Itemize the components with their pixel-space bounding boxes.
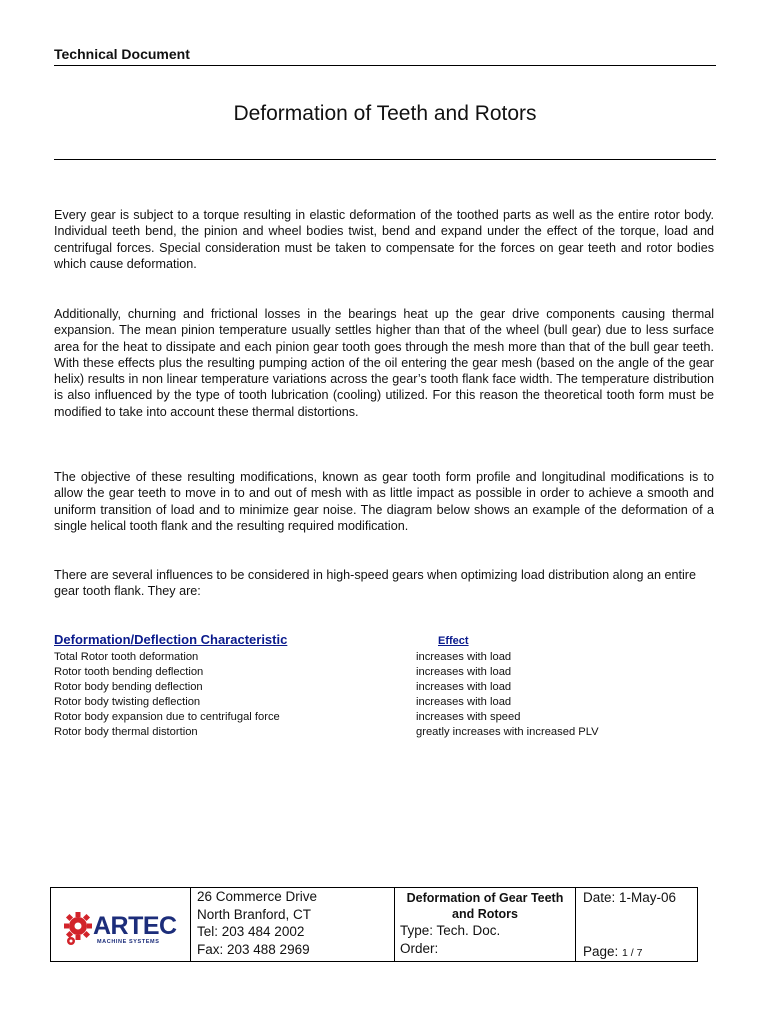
effect-cell: greatly increases with increased PLV: [416, 726, 599, 738]
table-row: [54, 725, 674, 740]
doc-order: Order:: [400, 941, 439, 956]
title-divider: [54, 159, 716, 160]
characteristic-cell: Rotor tooth bending deflection: [54, 666, 204, 678]
effect-cell: increases with load: [416, 666, 512, 678]
effect-column-header: Effect: [438, 635, 469, 647]
phone-number: Tel: 203 484 2002: [197, 924, 305, 939]
logo-subtitle: MACHINE SYSTEMS: [97, 939, 160, 945]
characteristic-cell: Total Rotor tooth deformation: [54, 651, 199, 663]
paragraph-modifications-objective: The objective of these resulting modifications, known as gear tooth form profile and longitudinal modifications is to allow the gear teeth to move in to and out of mesh with as little impact as possible in order to achieve a smooth and uniform transition of load and to minimize gear noise. The diagram below shows an example of the deformation of a single helical tooth flank and the resulting required modification.: [54, 470, 714, 533]
paragraph-influences-intro: There are several influences to be considered in high-speed gears when optimizing load distribution along an entire gear tooth flank. They are:: [54, 568, 696, 599]
date-page-cell: [576, 888, 698, 962]
paragraph-deformation-intro: Every gear is subject to a torque resulting in elastic deformation of the toothed parts as well as the entire rotor body. Individual teeth bend, the pinion and wheel bodies twist, bend and expand under the effect of the torque, load and centrifugal forces. Special consideration must be taken to compensate for the forces on gear teeth and rotor bodies which cause deformation.: [54, 208, 714, 271]
fax-number: Fax: 203 488 2969: [197, 941, 310, 957]
document-type-label: Technical Document: [54, 46, 190, 62]
table-row: [54, 695, 674, 710]
influences-table: [54, 650, 674, 740]
footer-doc-title: Deformation of Gear Teeth and Rotors: [406, 891, 564, 921]
characteristic-column-header: Deformation/Deflection Characteristic: [54, 632, 288, 647]
page-indicator: [583, 944, 642, 959]
logo-wordmark: ARTEC: [93, 912, 177, 940]
page-title: Deformation of Teeth and Rotors: [233, 102, 537, 125]
effect-cell: increases with speed: [416, 711, 521, 723]
document-info-cell: [395, 888, 576, 962]
gear-logo-icon: [63, 908, 97, 948]
table-row: [54, 650, 674, 665]
page-number: 1 / 7: [622, 947, 643, 959]
table-row: [54, 680, 674, 695]
table-row: [54, 665, 674, 680]
characteristic-cell: Rotor body twisting deflection: [54, 696, 201, 708]
company-logo: [63, 906, 178, 950]
doc-type: Type: Tech. Doc.: [400, 923, 501, 938]
address-cell: [191, 888, 395, 962]
header-divider: [54, 65, 716, 66]
characteristic-cell: Rotor body bending deflection: [54, 681, 203, 693]
address-street: 26 Commerce Drive: [197, 889, 318, 904]
characteristic-cell: Rotor body thermal distortion: [54, 726, 198, 738]
effect-cell: increases with load: [416, 681, 512, 693]
table-row: [54, 710, 674, 725]
effect-cell: increases with load: [416, 651, 512, 663]
footer-info-table: [50, 887, 698, 962]
doc-date: Date: 1-May-06: [583, 890, 677, 905]
effect-cell: increases with load: [416, 696, 512, 708]
address-city: North Branford, CT: [197, 906, 312, 922]
page-label: Page:: [583, 944, 623, 959]
characteristic-cell: Rotor body expansion due to centrifugal force: [54, 711, 280, 723]
paragraph-thermal-expansion: Additionally, churning and frictional losses in the bearings heat up the gear drive components causing thermal expansion. The mean pinion temperature usually settles higher than that of the wheel (bull gear) due to less surface area for the heat to dissipate and each pinion gear tooth goes through the mesh more than that of the bull gear teeth. With these effects plus the resulting pumping action of the oil entering the gear mesh (based on the angle of the gear helix) results in non linear temperature variations across the gear’s tooth flank face width. The temperature distribution is also influenced by the type of tooth lubrication (cooling) utilized. For this reason the theoretical tooth form must be modified to take into account these thermal distortions.: [54, 307, 714, 419]
logo-cell: [51, 888, 191, 962]
